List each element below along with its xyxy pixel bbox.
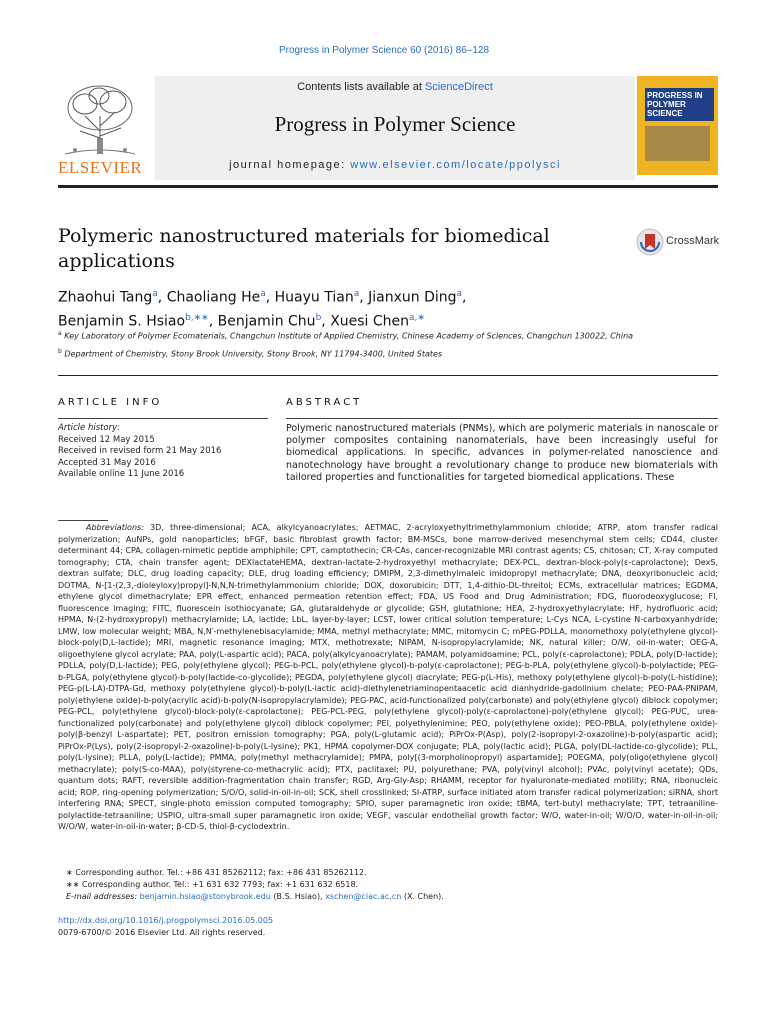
contents-prefix: Contents lists available at	[297, 81, 425, 93]
abstract-heading: ABSTRACT	[286, 397, 363, 408]
crossmark-icon	[636, 228, 664, 256]
journal-header-box	[155, 76, 635, 180]
article-info-heading: ARTICLE INFO	[58, 397, 163, 408]
email-label: E-mail addresses:	[66, 892, 138, 901]
abbreviations-text: 3D, three-dimensional; ACA, alkylcyanoacrylates; AETMAC, 2-acryloxyethyltrimethylammonium chloride; ATRP, atom transfer radical polymerization; AuNPs, gold nanoparticles; bFGF, basic fibroblast growth factor; BM-MSCs, bone marrow-derived mesenchymal stem cells; CD44, cluster determinant 44; CPA, collagen-mimetic peptide amphiphile; CPT, camptothecin; CR-CAs, cancer-recognizable MRI contrast agents; CS, chitosan; CT, X-ray computed tomography; CTA, chain transfer agent; DEXlactateHEMA, dextran-lactate-2-hydroxyethyl methacrylate; DEX-PCL, dextran-block-poly(ε-caprolactone); DexS, dextran sulfate; DLC, drug loading capacity; DLE, drug loading efficiency; DMIPM, 2,3-dimethylmaleic imidopropyl methacrylate; DNA, deoxyribonucleic acid; DOTMA, N-[1-(2,3,-dioleyloxy)propyl]-N,N,N-trimethylammonium chloride; DOX, doxorubicin; DTT, 1,4-dithio-DL-threitol; ECMs, extracellular matrices; EGDMA, ethylene glycol dimethacrylate; EPR effect, enhanced permeation retention effect; FDA, US Food and Drug Administration; FDG, fluorodeoxyglucose; FI, fluorescence imaging; FITC, fluorescein isothiocyanate; GA, glutaraldehyde or glycolide; GSH, glutathione; HEA, 2-hydroxyethylacrylate; HF, hydrofluoric acid; HPMA, N-(2-hydroxypropyl) methacrylamide; LA, lactide; LbL, layer-by-layer; LCST, lower critical solution temperature; L-Cys NCA, L-cystine N-carboxyanhydride; LMW, low molecular weight; MBA, N,N′-methylenebisacylamide; MMA, methyl methacrylate; MMC, mitomycin C; mPEG-PDLLA, monomethoxy poly(ethylene glycol)-block-poly(D,L-lactide); MRI, magnetic resonance imaging; MTX, methotrexate; NIPAM, N-isopropylacrylamide; NK, natural killer; O/W, oil-in-water; OEG-A, oligoethylene glycol acrylate; PAA, poly(L-aspartic acid); PACA, poly(alkylcyanoacrylate); PAMAM, polyamidoamine; PCL, poly(ε-caprolactone); PDLA, poly(D-lactide); PDLLA, poly(D,L-lactide); PEG, poly(ethylene glycol); PEG-b-PCL, poly(ethylene glycol)-b-poly(ε-caprolactone); PEG-b-PLA, poly(ethylene glycol)-b-polylactide; PEG-b-PLGA, poly(ethylene glycol)-b-poly(lactide-co-glycolide); PEGDA, poly(ethylene glycol) diacrylate; PEG-p(L-His), methoxy poly(ethylene glycol)-b-poly(L-histidine); PEG-p(L-LA)-DTPA-Gd, methoxy poly(ethylene glycol)-b-poly(L-lactic acid)-diethylenetriaminopentaacetic acid dianhydride-gadolinium chelate; PEO-PAA-PNIPAM, poly(ethylene oxide)-b-poly(acrylic acid)-b-poly(N-isopropylacrylamide); PEG-PAC, acid-functionalized poly(carbonate) and poly(ethylene glycol) diblock copolymer; PEG-PCL, poly(ethylene glycol)-block-poly(ε-caprolactone); PEG-PCL-PEG, poly(ethylene glycol)-poly(ε-caprolactone)-poly(ethylene glycol); PEG-PUC, urea-functionalized poly(carbonate) and poly(ethylene glycol) diblock copolymer; PEI, polyethylenimine; PEO, poly(ethylene oxide); PEO-PBLA, poly(ethylene oxide)-poly(β-benzyl L-aspartate); PET, positron emission tomography; PGA, poly(L-glutamic acid); PiPrOx-P(Asp), poly(2-isopropyl-2-oxazoline)-b-poly(aspartic acid); PiPrOx-P(Lys), poly(2-isopropyl-2-oxazoline)-b-poly(L-lysine); PK1, HPMA copolymer-DOX conjugate; PLA, poly(lactic acid); PLGA, poly(DL-lactide-co-glycolide); PLL, poly(L-lysine); PLLA, poly(L-lactide); PMMA, poly(methyl methacrylamide); PMPA, poly[(3-morpholinopropyl) aspartamide]; POEGMA, poly(oligo(ethylene glycol) methacrylate); poly(S-co-MAA), poly(styrene-co-methacrylic acid); PTX, paclitaxel; PU, polyurethane; PVA, poly(vinyl alcohol); PVAc, poly(vinyl acetate); QDs, quantum dots; RAFT, reversible addition-fragmentation chain transfer; RGD, Arg-Gly-Asp; RHAMM, receptor for hyaluronate-mediated motility; RNA, ribonucleic acid; ROP, ring-opening polymerization; S/O/O, solid-in-oil-in-oil; SCK, shell crosslinked; SI-ATRP, surface initiated atom transfer radical polymerization; siRNA, short interfering RNA; SPECT, single-photo emission computed tomography; SPIO, super paramagnetic iron oxide; tBMA, tert-butyl methacrylate; TPT, tetraaniline-polylactide-tetraaniline; USPIO, ultra-small super paramagnetic iron oxide; VEGF, vascular endothelial growth factor; W/O, water-in-oil; W/O/O, water-in-oil-in-oil; W/O/W, water-in-oil-in-water; β-CD-S, thiol-β-cyclodextrin.	[58, 523, 719, 831]
author-separator: ,	[265, 289, 275, 306]
author-name[interactable]: Xuesi Chen	[330, 313, 410, 330]
journal-reference[interactable]: Progress in Polymer Science 60 (2016) 86–128	[278, 45, 490, 56]
article-title: Polymeric nanostructured materials for biomedical applications	[58, 225, 550, 272]
received-date: Received 12 May 2015	[58, 434, 155, 445]
revised-date: Received in revised form 21 May 2016	[58, 446, 222, 456]
author-separator: ,	[321, 313, 331, 330]
email-owner-hsiao: (B.S. Hsiao),	[270, 892, 326, 901]
cover-title: PROGRESS IN POLYMER SCIENCE	[645, 88, 714, 121]
abstract-text: Polymeric nanostructured materials (PNMs), which are polymeric materials in nanoscale or polymer composites containing nanomaterials, have been increasingly useful for biomedical applications. In specific, advances in polymer-related nanoscience and nanotechnology have brought a revolutionary change to produce new biomaterials with tailored properties and functionalities for targeted biomedical applications. These	[286, 423, 718, 483]
author-separator: ,	[462, 289, 467, 306]
email-link-hsiao[interactable]: benjamin.hsiao@stonybrook.edu	[139, 892, 271, 901]
author-separator: ,	[157, 289, 167, 306]
email-line	[58, 891, 718, 903]
author-name[interactable]: Benjamin Chu	[217, 313, 316, 330]
crossmark-label: CrossMark	[666, 235, 720, 247]
copyright-notice: 0079-6700/© 2016 Elsevier Ltd. All rights reserved.	[58, 928, 266, 937]
online-date: Available online 11 June 2016	[58, 469, 185, 479]
author-affiliation-mark[interactable]: a	[260, 289, 266, 299]
affiliation-text: Department of Chemistry, Stony Brook University, Stony Brook, NY 11794-3400, United States	[64, 349, 443, 359]
abbreviations-label: Abbreviations:	[86, 523, 144, 532]
journal-cover-image[interactable]	[637, 76, 718, 175]
doi-link[interactable]: http://dx.doi.org/10.1016/j.progpolymsci.2016.05.005	[58, 916, 274, 925]
affiliation-mark: a	[58, 330, 62, 337]
elsevier-wordmark: ELSEVIER	[58, 158, 143, 177]
affiliation-line	[58, 346, 678, 360]
homepage-link[interactable]: www.elsevier.com/locate/ppolysci	[350, 159, 561, 171]
author-name[interactable]: Zhaohui Tang	[58, 289, 153, 306]
author-separator: ,	[359, 289, 369, 306]
header-divider	[58, 185, 718, 188]
accepted-date: Accepted 31 May 2016	[58, 457, 156, 468]
author-affiliation-mark[interactable]: b,∗∗	[185, 312, 209, 323]
author-affiliation-mark[interactable]: a	[456, 289, 463, 299]
affiliations	[58, 328, 678, 363]
homepage-prefix: journal homepage:	[229, 159, 351, 171]
affiliation-line	[58, 328, 678, 342]
homepage-line	[155, 159, 635, 171]
abstract-rule	[286, 418, 718, 419]
corresponding-author-1: ∗ Corresponding author. Tel.: +86 431 85262112; fax: +86 431 85262112.	[66, 868, 367, 877]
crossmark-badge[interactable]	[636, 228, 726, 256]
author-affiliation-mark[interactable]: a	[353, 289, 360, 299]
affiliation-text: Key Laboratory of Polymer Ecomaterials, Changchun Institute of Applied Chemistry, Chinese Academy of Sciences, Changchun 130022, China	[64, 331, 634, 341]
cover-decoration	[645, 126, 710, 161]
author-name[interactable]: Benjamin S. Hsiao	[58, 313, 186, 330]
email-link-chen[interactable]: xschen@ciac.ac.cn	[325, 892, 402, 901]
affiliation-mark: b	[58, 347, 62, 355]
history-label: Article history:	[58, 423, 121, 433]
contents-line	[155, 81, 635, 93]
email-owner-chen: (X. Chen).	[401, 892, 444, 901]
journal-title: Progress in Polymer Science	[274, 112, 516, 136]
correspondence	[58, 867, 718, 903]
article-history	[58, 423, 268, 481]
author-separator: ,	[208, 313, 218, 330]
author-affiliation-mark[interactable]: b	[315, 312, 322, 323]
article-info-rule	[58, 418, 268, 419]
section-divider	[58, 375, 718, 376]
author-name[interactable]: Chaoliang He	[166, 289, 261, 306]
author-name[interactable]: Jianxun Ding	[368, 289, 457, 306]
author-list	[58, 284, 698, 331]
author-affiliation-mark[interactable]: a,∗	[409, 312, 425, 323]
author-affiliation-mark[interactable]: a	[152, 289, 158, 299]
masthead	[55, 76, 720, 180]
abbreviations-footnote	[58, 522, 718, 833]
sciencedirect-link[interactable]: ScienceDirect	[424, 81, 493, 93]
author-name[interactable]: Huayu Tian	[274, 289, 354, 306]
corresponding-author-2: ∗∗ Corresponding author. Tel.: +1 631 632 7793; fax: +1 631 632 6518.	[66, 880, 359, 889]
footnote-rule	[58, 520, 108, 521]
